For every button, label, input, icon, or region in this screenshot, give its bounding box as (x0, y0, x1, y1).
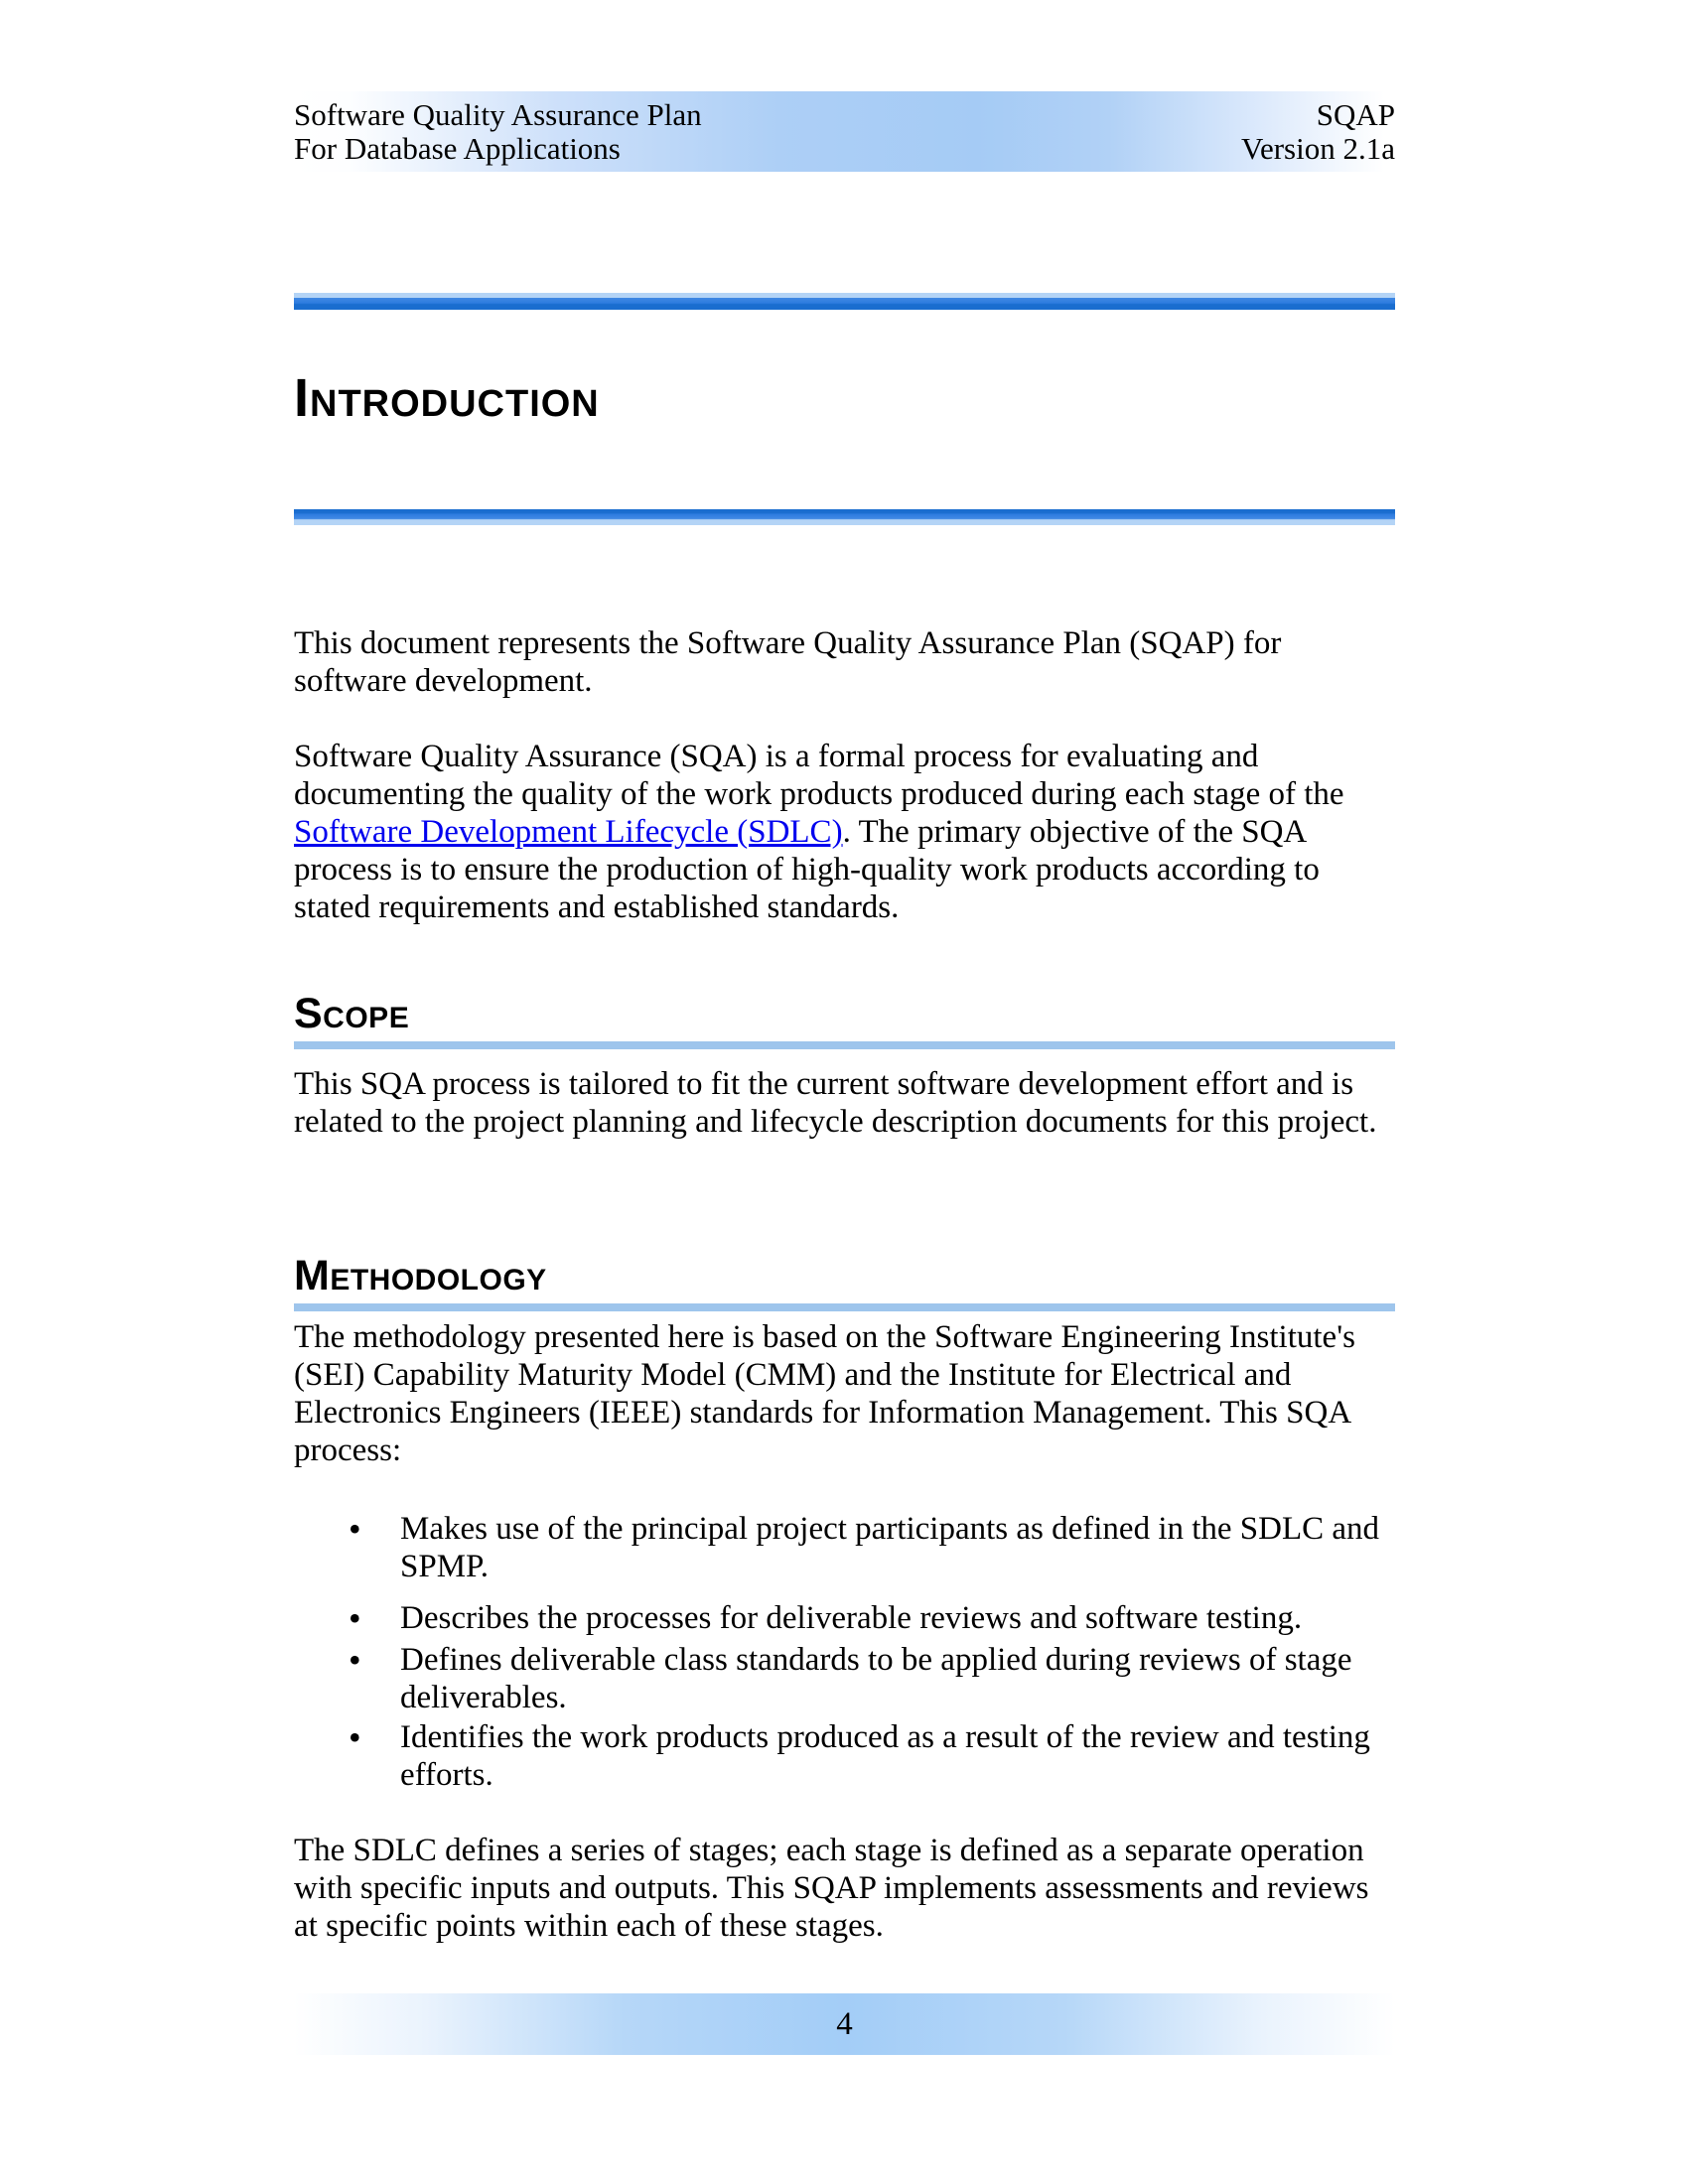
list-item (294, 1510, 1395, 1585)
section-title-scope: Scope (294, 990, 410, 1037)
list-item (294, 1599, 1395, 1637)
intro-paragraph-2-after-link: . The primary objective of the SQA process is to ensure the production of high-quality work products according to stated requirements and established standards. (294, 814, 1320, 925)
list-item-text: Makes use of the principal project participants as defined in the SDLC and SPMP. (400, 1511, 1380, 1584)
section-title-introduction: Introduction (294, 368, 600, 428)
intro-paragraph-2-before-link: Software Quality Assurance (SQA) is a formal process for evaluating and documenting the quality of the work products produced during each stage of the (294, 739, 1344, 812)
header-doc-version: Version 2.1a (1241, 131, 1395, 166)
intro-divider-bar-top (294, 293, 1395, 310)
methodology-heading-rule (294, 1303, 1395, 1311)
intro-paragraph-1: This document represents the Software Quality Assurance Plan (SQAP) for software development. (294, 625, 1282, 699)
header-right-block (1241, 98, 1395, 172)
header-doc-subtitle: For Database Applications (294, 131, 621, 166)
scope-paragraph: This SQA process is tailored to fit the current software development effort and is related to the project planning and lifecycle description documents for this project. (294, 1066, 1377, 1140)
bullet-icon: • (349, 1640, 361, 1680)
closing-paragraph: The SDLC defines a series of stages; each stage is defined as a separate operation with specific inputs and outputs. This SQAP implements assessments and reviews at specific points within each of these stages. (294, 1833, 1369, 1944)
page-footer-band (294, 1993, 1395, 2055)
intro-divider-bar-bottom (294, 509, 1395, 525)
list-item-text: Defines deliverable class standards to be applied during reviews of stage deliverables. (400, 1642, 1352, 1715)
header-doc-title: Software Quality Assurance Plan (294, 97, 702, 132)
bullet-icon: • (349, 1717, 361, 1757)
bullet-icon: • (349, 1509, 361, 1549)
page-header-band (294, 91, 1395, 172)
scope-heading-rule (294, 1041, 1395, 1049)
sdlc-link[interactable]: Software Development Lifecycle (SDLC) (294, 814, 843, 850)
header-left-block (294, 98, 702, 172)
list-item-text: Identifies the work products produced as a result of the review and testing efforts. (400, 1719, 1370, 1793)
bullet-icon: • (349, 1598, 361, 1638)
header-doc-acronym: SQAP (1316, 97, 1395, 132)
intro-paragraph-2 (294, 738, 1395, 926)
page-number: 4 (836, 2005, 853, 2042)
list-item (294, 1641, 1395, 1716)
section-title-methodology: Methodology (294, 1252, 547, 1299)
list-item-text: Describes the processes for deliverable reviews and software testing. (400, 1600, 1303, 1636)
methodology-paragraph: The methodology presented here is based on the Software Engineering Institute's (SEI) Capability Maturity Model (CMM) and the Institute for Electrical and Electronics Engineers (IEEE) standards for Information Management. This SQA process: (294, 1319, 1355, 1468)
list-item (294, 1718, 1395, 1794)
